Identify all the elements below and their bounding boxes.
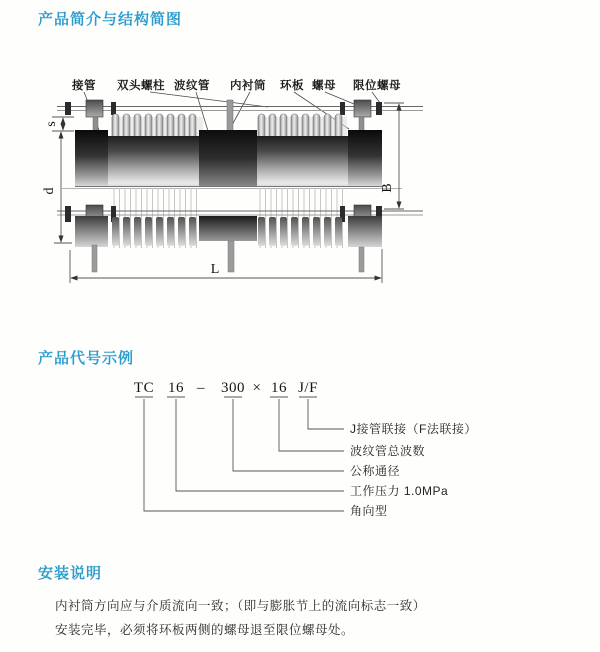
code-seg-times: × xyxy=(252,380,262,396)
svg-text:s: s xyxy=(44,121,59,127)
dimension-B xyxy=(380,103,404,209)
diagram-part-labels xyxy=(71,78,401,92)
code-seg-dash: – xyxy=(197,380,205,396)
callout-dn: 公称通径 xyxy=(350,464,401,478)
part-label-huanban: 环板 xyxy=(280,80,304,92)
center-stud-top xyxy=(227,100,233,131)
callout-connection: J接管联接（F法联接） xyxy=(350,422,477,436)
section-title-product-intro: 产品简介与结构简图 xyxy=(38,11,183,28)
dimension-s xyxy=(44,117,74,131)
part-label-xianwei: 限位螺母 xyxy=(353,80,401,92)
end-cap-right-lower xyxy=(348,216,382,247)
svg-text:L: L xyxy=(210,262,220,277)
dimension-d xyxy=(42,132,72,243)
liner-collar-lower xyxy=(199,216,257,241)
install-note-line2: 安装完毕，必须将环板两侧的螺母退至限位螺母处。 xyxy=(55,623,355,637)
svg-text:d: d xyxy=(42,187,57,195)
code-example-figure xyxy=(120,375,490,525)
end-cap-right xyxy=(348,130,382,187)
code-seg-pressure: 16 xyxy=(168,380,184,396)
code-callout-labels xyxy=(350,421,477,518)
code-seg-dn: 300 xyxy=(221,380,245,396)
part-label-jieguan: 接管 xyxy=(72,80,96,92)
code-seg-type: TC xyxy=(133,380,155,396)
svg-text:B: B xyxy=(380,183,395,193)
callout-type: 角向型 xyxy=(350,504,388,518)
liner-collar xyxy=(199,130,257,187)
callout-waves: 波纹管总波数 xyxy=(350,444,426,458)
end-cap-left-lower xyxy=(75,216,108,247)
code-seg-conn: J/F xyxy=(298,380,318,396)
install-note-line1: 内衬筒方向应与介质流向一致；（即与膨胀节上的流向标志一致） xyxy=(55,599,426,613)
code-callout-lines xyxy=(135,397,344,511)
dimension-L xyxy=(70,249,382,283)
section-title-code-example: 产品代号示例 xyxy=(38,350,135,367)
callout-pressure: 工作压力 1.0MPa xyxy=(350,484,449,498)
code-seg-waves: 16 xyxy=(271,380,287,396)
part-label-shuangtou: 双头螺柱 xyxy=(117,80,165,92)
section-title-install: 安装说明 xyxy=(38,565,103,582)
part-label-neichentong: 内衬筒 xyxy=(230,80,266,92)
part-label-luomu: 螺母 xyxy=(312,80,336,92)
code-segments xyxy=(134,380,318,396)
end-cap-left xyxy=(75,130,108,187)
structure-diagram xyxy=(40,65,440,297)
part-label-bowenguan: 波纹管 xyxy=(174,80,210,92)
